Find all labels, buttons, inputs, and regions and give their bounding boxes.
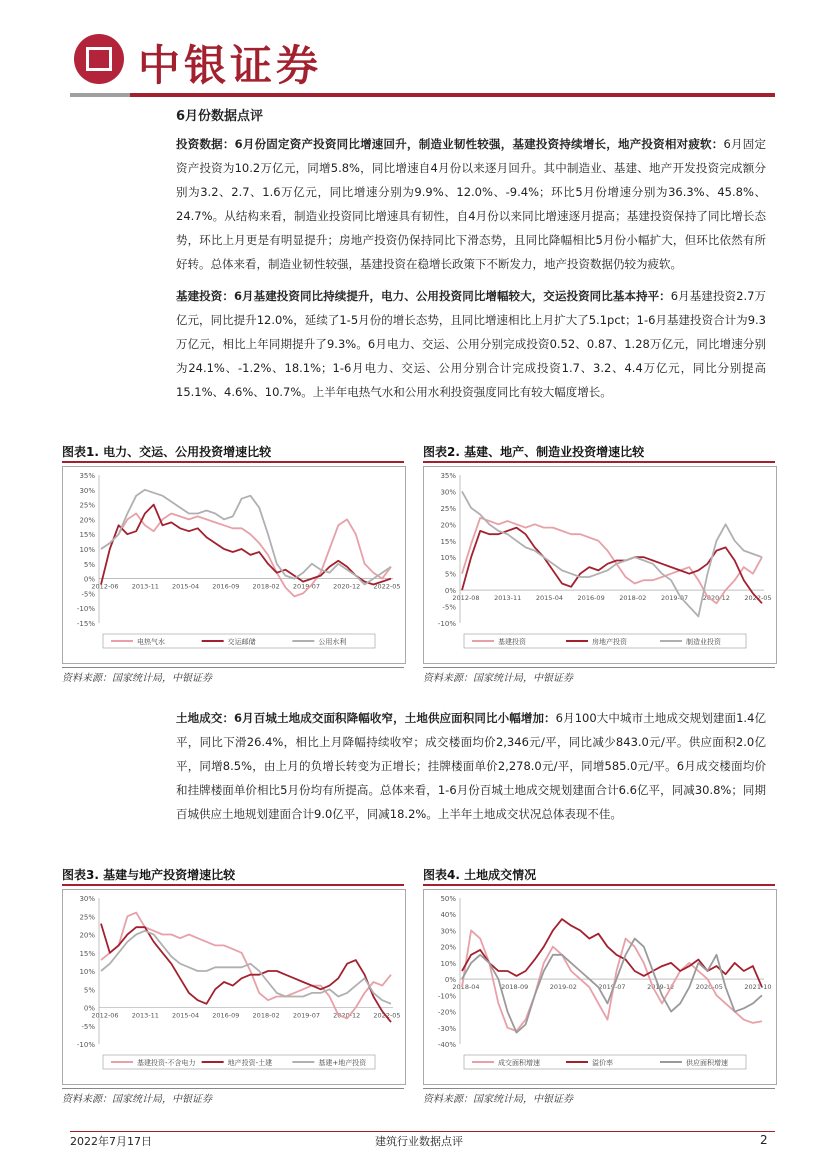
paragraph-body: 6月固定资产投资为10.2万亿元，同增5.8%，同比增速自4月份以来逐月回升。其中制造业、基建、地产开发投资完成额分别为3.2、2.7、1.6万亿元，同比增速分别为9.9%、12.0%、-9.4%；环比5月份增速分别为36.3%、45.8%、24.7%。从结构来看，制造业投资同比增速具有韧性，自4月份以来同比增速逐月提高；基建投资保持了同比增长态势，环比上月更是有明显提升；房地产投资仍保持同比下滑态势，且同比降幅相比5月份小幅扩大，但环比依然有所好转。总体来看，制造业韧性较强，基建投资在稳增长政策下不断发力，地产投资数据仍较为疲软。: [176, 137, 766, 271]
y-tick-label: 15%: [79, 949, 95, 958]
x-tick-label: 2020-12: [702, 594, 730, 603]
y-tick-label: -15%: [76, 620, 95, 628]
x-tick-label: 2013-11: [494, 594, 522, 603]
paragraph-lead: 投资数据：6月份固定资产投资同比增速回升，制造业韧性较强，基建投资持续增长，地产投资相对疲软：: [176, 137, 724, 151]
y-tick-label: -5%: [442, 603, 456, 612]
x-tick-label: 2015-04: [171, 1011, 200, 1020]
y-tick-label: 5%: [444, 570, 456, 579]
chart-4-svg: [424, 890, 776, 1084]
header-rule-red: [130, 93, 775, 97]
figure-1-chart: [62, 466, 406, 664]
footer-title: 建筑行业数据点评: [375, 1135, 463, 1148]
y-tick-label: 30%: [440, 488, 456, 497]
header-rule-gray: [70, 93, 130, 97]
y-tick-label: 30%: [440, 927, 456, 936]
paragraph-body: 6月100大中城市土地成交规划建面1.4亿平，同比下滑26.4%，相比上月降幅持续收窄；成交楼面均价2,346元/平，同比减少843.0元/平。供应面积2.0亿平，同增8.5%，由上月的负增长转变为正增长；挂牌楼面单价2,278.0元/平，同增585.0元/平。6月成交楼面均价和挂牌楼面单价相比5月份均有所提高。总体来看，1-6月份百城土地成交规划建面合计6.6亿平，同减30.8%；同期百城供应土地规划建面合计9.0亿平，同减18.2%。上半年土地成交状况总体表现不佳。: [176, 711, 767, 821]
y-tick-label: -5%: [81, 590, 95, 599]
y-tick-label: -10%: [76, 1041, 95, 1049]
x-tick-label: 2016-09: [577, 594, 605, 603]
y-tick-label: 0%: [444, 587, 456, 596]
x-tick-label: 2019-07: [292, 1011, 321, 1020]
y-tick-label: 10%: [440, 554, 456, 563]
x-tick-label: 2018-04: [452, 983, 480, 992]
figure-3-source: 资料来源：国家统计局，中银证券: [62, 1094, 212, 1105]
logo-square-icon: [86, 47, 112, 71]
paragraph-investment: [176, 132, 766, 276]
y-tick-label: 0%: [444, 976, 456, 985]
footer-rule: [70, 1131, 775, 1132]
y-tick-label: 35%: [79, 472, 95, 480]
x-tick-label: 2012-06: [91, 582, 119, 591]
x-tick-label: 2020-12: [333, 1011, 361, 1020]
x-tick-label: 2019-02: [549, 983, 577, 992]
legend-label: 成交面积增速: [498, 1059, 540, 1067]
figure-2-title: 图表2. 基建、地产、制造业投资增速比较: [423, 445, 645, 459]
y-tick-label: 20%: [440, 943, 456, 952]
legend-label: 交运邮储: [227, 638, 256, 646]
figure-2-source-rule: [423, 667, 775, 668]
paragraph-lead: 基建投资：6月基建投资同比持续提升，电力、公用投资同比增幅较大，交运投资同比基本持平：: [176, 289, 671, 303]
y-tick-label: 30%: [79, 895, 95, 903]
y-tick-label: 0%: [83, 575, 95, 584]
x-tick-label: 2020-12: [333, 582, 361, 591]
y-tick-label: 30%: [79, 486, 95, 495]
x-tick-label: 2013-11: [131, 1011, 159, 1020]
x-tick-label: 2018-02: [619, 594, 647, 603]
x-tick-label: 2016-09: [212, 1011, 240, 1020]
x-tick-label: 2012-06: [91, 1011, 119, 1020]
legend-label: 电热气水: [137, 638, 165, 646]
series-line-2: [101, 490, 391, 585]
x-tick-label: 2019-07: [292, 582, 321, 591]
figure-1-title: 图表1. 电力、交运、公用投资增速比较: [62, 445, 272, 459]
y-tick-label: 20%: [79, 516, 95, 525]
y-tick-label: 15%: [79, 531, 95, 540]
figure-2-source: 资料来源：国家统计局，中银证券: [423, 673, 573, 684]
chart-1-svg: [63, 467, 405, 663]
figure-4-rule: [423, 884, 775, 886]
logo-text: 中银证券: [138, 41, 323, 90]
x-tick-label: 2012-08: [452, 594, 480, 603]
x-tick-label: 2021-10: [744, 983, 772, 992]
paragraph-lead: 土地成交：6月百城土地成交面积降幅收窄，土地供应面积同比小幅增加：: [176, 711, 556, 725]
legend-label: 溢价率: [592, 1059, 613, 1067]
figure-1-source: 资料来源：国家统计局，中银证券: [62, 673, 212, 684]
figure-3-source-rule: [62, 1088, 404, 1089]
y-tick-label: -5%: [81, 1022, 95, 1031]
y-tick-label: 5%: [83, 986, 95, 995]
y-tick-label: 10%: [79, 546, 95, 554]
x-tick-label: 2019-12: [647, 983, 675, 992]
figure-3-rule: [62, 884, 404, 886]
paragraph-land: [176, 706, 766, 826]
legend-label: 房地产投资: [592, 638, 627, 646]
y-tick-label: -10%: [76, 605, 95, 614]
section-title: 6月份数据点评: [176, 109, 264, 124]
x-tick-label: 2018-02: [252, 1011, 280, 1020]
figure-4-source-rule: [423, 1088, 775, 1089]
page-number: 2: [760, 1133, 768, 1147]
legend-label: 供应面积增速: [686, 1059, 728, 1067]
y-tick-label: 20%: [440, 521, 456, 530]
x-tick-label: 2018-09: [501, 983, 529, 992]
figure-4-title: 图表4. 土地成交情况: [423, 868, 537, 882]
y-tick-label: -40%: [437, 1041, 456, 1049]
x-tick-label: 2019-07: [598, 983, 626, 992]
x-tick-label: 2013-11: [131, 582, 159, 591]
figure-2-chart: [423, 466, 777, 664]
paragraph-infrastructure: [176, 284, 766, 404]
figure-2-rule: [423, 461, 775, 463]
series-line-0: [462, 930, 762, 1031]
series-line-2: [101, 931, 391, 1004]
y-tick-label: 25%: [79, 913, 95, 922]
y-tick-label: 0%: [83, 1004, 95, 1013]
y-tick-label: 35%: [440, 472, 456, 480]
chart-3-svg: [63, 890, 405, 1084]
y-tick-label: -30%: [437, 1024, 456, 1033]
y-tick-label: 20%: [79, 931, 95, 940]
x-tick-label: 2022-05: [373, 1011, 401, 1020]
y-tick-label: 25%: [79, 501, 95, 510]
legend-label: 基建+地产投资: [318, 1059, 367, 1067]
x-tick-label: 2022-05: [373, 582, 401, 591]
y-tick-label: 25%: [440, 504, 456, 513]
y-tick-label: 15%: [440, 537, 456, 546]
x-tick-label: 2020-05: [695, 983, 723, 992]
series-line-1: [462, 919, 762, 987]
figure-3-title: 图表3. 基建与地产投资增速比较: [62, 868, 236, 882]
chart-2-svg: [424, 467, 776, 663]
y-tick-label: 5%: [83, 560, 95, 569]
legend-label: 地产投资-土建: [227, 1059, 273, 1067]
y-tick-label: 10%: [79, 968, 95, 976]
figure-4-chart: [423, 889, 777, 1085]
series-line-1: [101, 505, 391, 585]
paragraph-body: 6月基建投资2.7万亿元，同比提升12.0%，延续了1-5月份的增长态势，且同比增速相比上月扩大了5.1pct；1-6月基建投资合计为9.3万亿元，相比上年同期提升了9.3%。6月电力、交运、公用分别完成投资0.52、0.87、1.28万亿元，同比增速分别为24.1%、-1.2%、18.1%；1-6月电力、交运、公用分别合计完成投资1.7、3.2、4.4万亿元，同比分别提高15.1%、4.6%、10.7%。上半年电热气水和公用水利投资强度同比有较大幅度增长。: [176, 289, 767, 399]
figure-1-source-rule: [62, 667, 404, 668]
legend-label: 公用水利: [318, 638, 347, 646]
x-tick-label: 2019-07: [660, 594, 689, 603]
x-tick-label: 2015-04: [535, 594, 564, 603]
x-tick-label: 2018-02: [252, 582, 280, 591]
x-tick-label: 2015-04: [171, 582, 200, 591]
x-tick-label: 2016-09: [212, 582, 240, 591]
legend-label: 制造业投资: [686, 638, 721, 646]
legend-label: 基建投资-不含电力: [137, 1059, 196, 1067]
x-tick-label: 2022-05: [744, 594, 772, 603]
y-tick-label: -10%: [437, 992, 456, 1001]
figure-3-chart: [62, 889, 406, 1085]
figure-4-source: 资料来源：国家统计局，中银证券: [423, 1094, 573, 1105]
y-tick-label: 10%: [440, 959, 456, 968]
y-tick-label: -10%: [437, 620, 456, 628]
y-tick-label: 50%: [440, 895, 456, 903]
y-tick-label: 40%: [440, 911, 456, 920]
footer-date: 2022年7月17日: [70, 1135, 152, 1148]
y-tick-label: -20%: [437, 1008, 456, 1017]
legend-label: 基建投资: [498, 638, 526, 646]
figure-1-rule: [62, 461, 404, 463]
